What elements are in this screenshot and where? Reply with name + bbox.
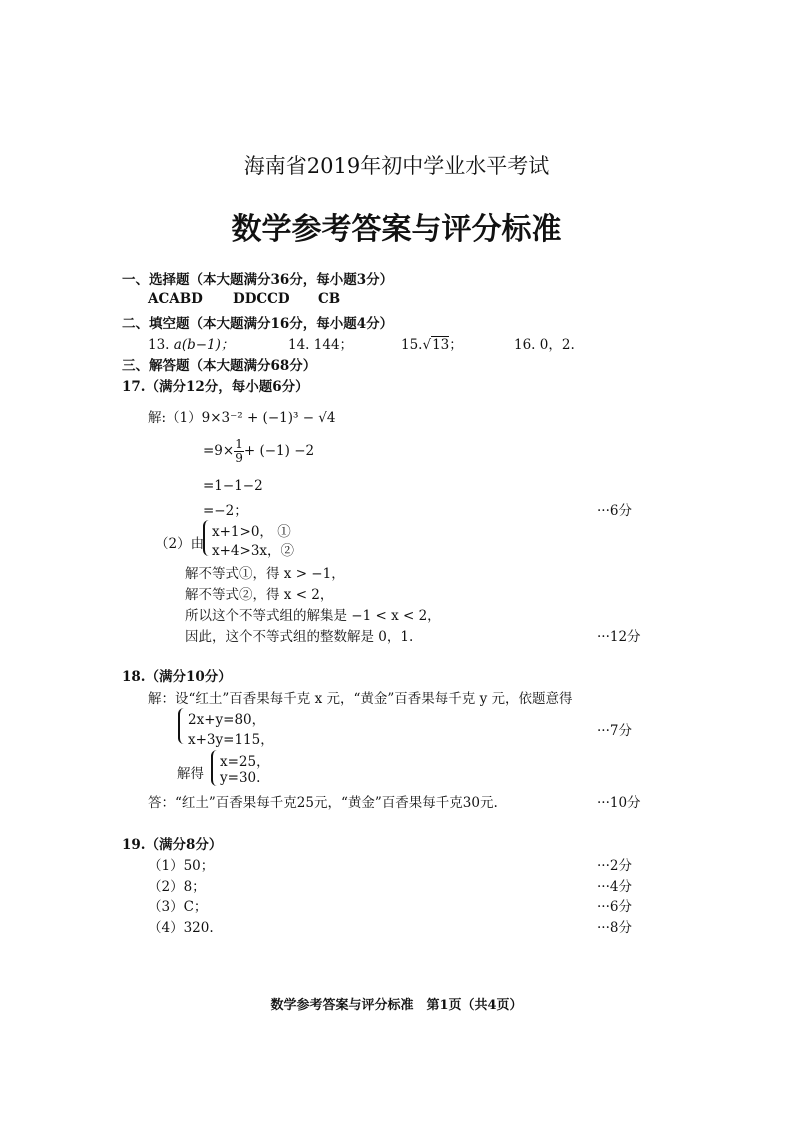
q19-heading: 19.（满分8分） [122, 837, 223, 853]
q18-solve-label: 解得 [177, 766, 204, 782]
fill-answer-16: 16. 0，2. [514, 337, 575, 353]
q17-heading: 17.（满分12分，每小题6分） [122, 379, 309, 395]
q19-answer-1: （1）50； [148, 858, 215, 874]
q19-score-2: ···4分 [597, 879, 632, 895]
section-2-heading: 二、填空题（本大题满分16分，每小题4分） [122, 316, 394, 332]
page-footer: 数学参考答案与评分标准 第1页（共4页） [270, 998, 523, 1013]
document-title: 海南省2019年初中学业水平考试 [243, 154, 550, 178]
document-subtitle: 数学参考答案与评分标准 [231, 212, 562, 247]
section-1-heading: 一、选择题（本大题满分36分，每小题3分） [122, 272, 394, 288]
q18-answer: 答：“红土”百香果每千克25元，“黄金”百香果每千克30元. [148, 795, 498, 811]
q19-answer-3: （3）C； [148, 899, 208, 915]
choice-answers-2: DDCCD [233, 291, 290, 307]
q18-intro: 解：设“红土”百香果每千克 x 元，“黄金”百香果每千克 y 元，依题意得 [148, 691, 573, 707]
q19-answer-2: （2）8； [148, 879, 206, 895]
q17-part1: 解:（1）9×3⁻² + (−1)³ − √4 [148, 410, 336, 426]
q18-solution-2: y=30. [220, 770, 261, 786]
q18-solution-brace [211, 750, 219, 786]
section-3-heading: 三、解答题（本大题满分68分） [122, 358, 317, 374]
q18-score-1: ···7分 [597, 723, 632, 739]
q17-score-2: ···12分 [597, 629, 641, 645]
q19-score-4: ···8分 [597, 920, 632, 936]
q17-step2: =1−1−2 [203, 478, 263, 494]
q17-inequality-2: x+4>3x，② [212, 543, 295, 559]
q17-step3: =−2； [203, 503, 248, 519]
q19-answer-4: （4）320. [148, 920, 214, 936]
q17-inequality-1: x+1>0， ① [212, 524, 291, 540]
q18-equation-1: 2x+y=80， [188, 712, 266, 728]
q19-score-3: ···6分 [597, 899, 632, 915]
fill-answer-14: 14. 144； [288, 337, 354, 353]
q17-part2-label: （2）由 [155, 536, 205, 552]
q17-solution-line-3: 所以这个不等式组的解集是 −1 < x < 2， [185, 608, 441, 624]
q18-solution-1: x=25， [220, 754, 270, 770]
q17-step1: =9× $\frac{1}{9}$ + (−1) −2 [203, 437, 315, 465]
q17-score-1: ···6分 [597, 503, 632, 519]
q19-score-1: ···2分 [597, 858, 632, 874]
q18-equation-2: x+3y=115， [188, 732, 274, 748]
q17-solution-line-2: 解不等式②，得 x < 2， [185, 587, 334, 603]
fill-answer-13: 13. a(b−1)； [148, 337, 235, 353]
fill-answer-15: 15.√13； [401, 337, 463, 353]
q17-solution-line-4: 因此，这个不等式组的整数解是 0，1. [185, 629, 414, 645]
q18-heading: 18.（满分10分） [122, 669, 232, 685]
q17-solution-line-1: 解不等式①，得 x > −1， [185, 566, 345, 582]
q18-score-2: ···10分 [597, 795, 641, 811]
q18-system-brace [178, 708, 186, 744]
choice-answers-3: CB [318, 291, 341, 307]
q17-system-brace [203, 520, 211, 556]
choice-answers-1: ACABD [148, 291, 203, 307]
